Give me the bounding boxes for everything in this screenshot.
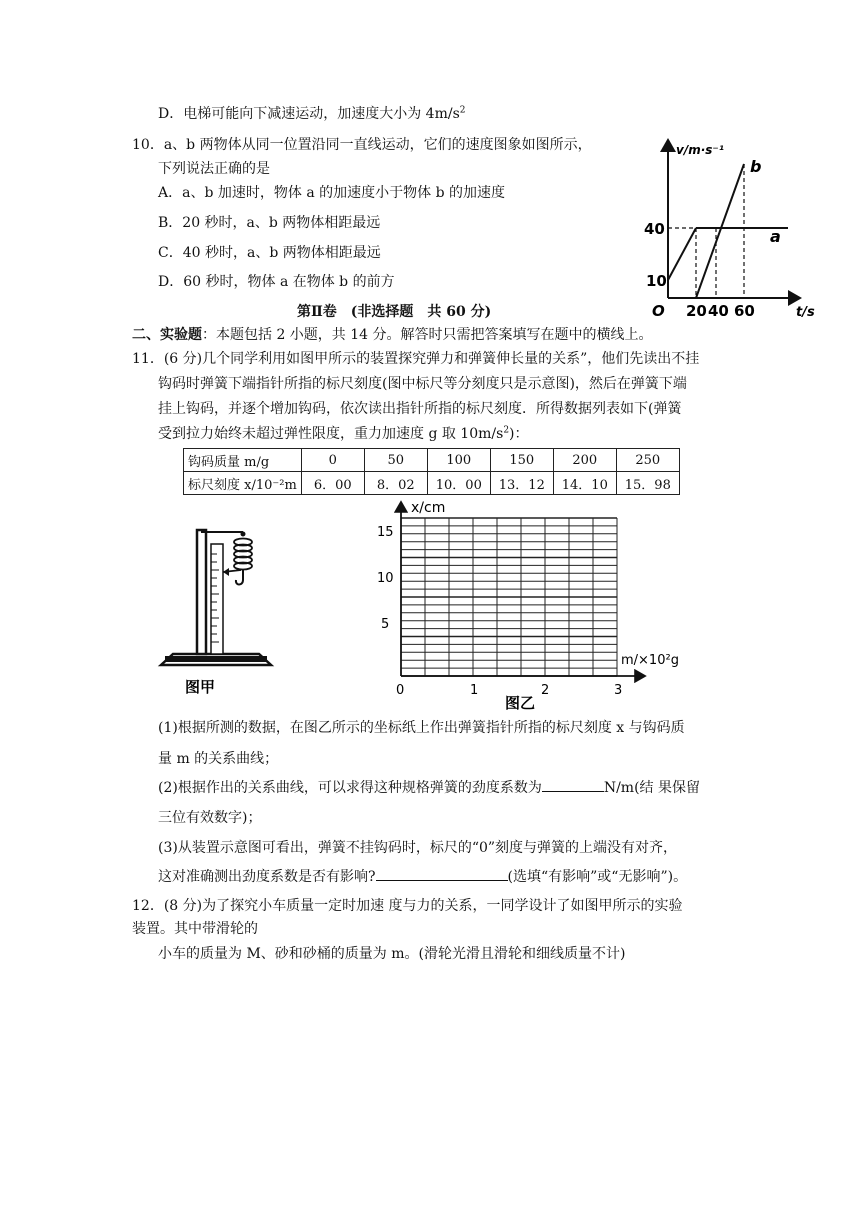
q10-x-tick-40: 40 bbox=[708, 302, 729, 320]
q11-data-table bbox=[183, 448, 680, 495]
table-cell: 14．10 bbox=[553, 472, 616, 495]
q9-option-d bbox=[158, 104, 466, 124]
q11-sub-2-b: 三位有效数字)； bbox=[158, 810, 262, 826]
table-cell: 15．98 bbox=[616, 472, 679, 495]
q11-line-1: 11．(6 分)几个同学利用如图甲所示的装置探究弹力和弹簧伸长量的关系”，他们先读出不挂 bbox=[132, 351, 700, 367]
table-cell: 10．00 bbox=[427, 472, 490, 495]
apparatus-base-bar bbox=[165, 656, 267, 662]
grid-x-tick-1: 1 bbox=[470, 683, 479, 698]
q11-line-4-sup: 2 bbox=[503, 425, 510, 436]
q10-y-axis-label: v/m·s⁻¹ bbox=[676, 143, 724, 157]
grid-lines bbox=[401, 518, 617, 676]
q10-option-d: D．60 秒时，物体 a 在物体 b 的前方 bbox=[158, 274, 395, 290]
table-cell: 50 bbox=[364, 449, 427, 472]
q10-line-a-label: a bbox=[770, 227, 781, 246]
q10-y-tick-40: 40 bbox=[644, 220, 665, 238]
section-heading-rest: ：本题包括 2 小题，共 14 分。解答时只需把答案填写在题中的横线上。 bbox=[202, 327, 653, 343]
table-row bbox=[184, 449, 680, 472]
q11-sub-3-a: (3)从装置示意图可看出，弹簧不挂钩码时，标尺的“0”刻度与弹簧的上端没有对齐， bbox=[158, 840, 678, 856]
q11-sub-3-b-pre: 这对准确测出劲度系数是否有影响? bbox=[158, 869, 376, 885]
q9-option-d-sup: 2 bbox=[459, 105, 466, 116]
q11-line-4-a: 受到拉力始终未超过弹性限度，重力加速度 g 取 10m/s bbox=[158, 426, 504, 442]
q10-y-tick-10: 10 bbox=[646, 272, 667, 290]
q10-line-b-label: b bbox=[750, 157, 762, 176]
q10-stem-1: 10．a、b 两物体从同一位置沿同一直线运动，它们的速度图象如图所示， bbox=[132, 137, 592, 153]
q10-option-c: C．40 秒时，a、b 两物体相距最远 bbox=[158, 245, 381, 261]
table-row bbox=[184, 472, 680, 495]
q11-figure-b-grid bbox=[365, 498, 685, 710]
q10-line-a-rise bbox=[668, 228, 696, 280]
spring-coils bbox=[234, 539, 252, 570]
table-cell: 13．12 bbox=[490, 472, 553, 495]
q10-x-tick-60: 60 bbox=[734, 302, 755, 320]
grid-x-axis-label: m/×10²g bbox=[621, 653, 679, 668]
q10-option-b: B．20 秒时，a、b 两物体相距最远 bbox=[158, 215, 381, 231]
section-heading-bold: 二、实验题 bbox=[132, 327, 202, 343]
grid-y-tick-15: 15 bbox=[377, 525, 394, 540]
q10-velocity-graph bbox=[640, 132, 825, 322]
grid-x-tick-2: 2 bbox=[541, 683, 550, 698]
spring-top-hook bbox=[241, 532, 246, 537]
q12-line-1: 12．(8 分)为了探究小车质量一定时加速 度与力的关系，一同学设计了如图甲所示的实验 bbox=[132, 898, 683, 914]
q11-sub-2-a-post: N/m(结 果保留 bbox=[603, 780, 700, 796]
table-cell: 200 bbox=[553, 449, 616, 472]
grid-x-tick-3: 3 bbox=[614, 683, 623, 698]
q11-sub-1-a: (1)根据所测的数据，在图乙所示的坐标纸上作出弹簧指针所指的标尺刻度 x 与钩码质 bbox=[158, 720, 685, 736]
table-row-header-mass: 钩码质量 m/g bbox=[184, 449, 302, 472]
table-cell: 6．00 bbox=[301, 472, 364, 495]
apparatus-post bbox=[197, 530, 206, 654]
q11-line-4-b: )： bbox=[509, 426, 529, 442]
q11-line-3: 挂上钩码，并逐个增加钩码，依次读出指针所指的标尺刻度．所得数据列表如下(弹簧 bbox=[158, 401, 682, 417]
table-cell: 100 bbox=[427, 449, 490, 472]
q11-sub-2-a-pre: (2)根据作出的关系曲线，可以求得这种规格弹簧的劲度系数为 bbox=[158, 780, 542, 796]
volume-title: 第Ⅱ卷 (非选择题 共 60 分) bbox=[297, 304, 492, 320]
q11-sub-3-b-post: (选填“有影响”或“无影响”)。 bbox=[507, 869, 688, 885]
grid-x-tick-0: 0 bbox=[396, 683, 405, 698]
table-cell: 250 bbox=[616, 449, 679, 472]
grid-y-axis-label: x/cm bbox=[411, 500, 446, 516]
section-heading bbox=[132, 325, 653, 345]
q10-x-tick-20: 20 bbox=[686, 302, 707, 320]
q10-option-a: A．a、b 加速时，物体 a 的加速度小于物体 b 的加速度 bbox=[158, 185, 505, 201]
q11-fig-b-caption: 图乙 bbox=[505, 694, 536, 710]
q10-x-axis-label: t/s bbox=[796, 305, 815, 320]
q10-stem-2: 下列说法正确的是 bbox=[158, 161, 270, 177]
answer-blank-stiffness[interactable] bbox=[542, 777, 604, 792]
q11-line-4 bbox=[158, 424, 529, 444]
q11-sub-2-a bbox=[158, 777, 700, 798]
q12-line-3: 小车的质量为 M、砂和砂桶的质量为 m。(滑轮光滑且滑轮和细线质量不计) bbox=[158, 946, 626, 962]
q11-figure-a-apparatus bbox=[155, 520, 285, 700]
q11-sub-3-b bbox=[158, 866, 687, 887]
table-row-header-scale: 标尺刻度 x/10⁻²m bbox=[184, 472, 302, 495]
q11-sub-1-b: 量 m 的关系曲线； bbox=[158, 751, 279, 767]
spring-bottom-hook bbox=[236, 570, 243, 585]
apparatus-scale bbox=[211, 544, 223, 654]
grid-y-tick-10: 10 bbox=[377, 571, 394, 586]
table-cell: 0 bbox=[301, 449, 364, 472]
q11-line-2: 钩码时弹簧下端指针所指的标尺刻度(图中标尺等分刻度只是示意图)，然后在弹簧下端 bbox=[158, 376, 687, 392]
q9-option-d-text: D．电梯可能向下减速运动，加速度大小为 4m/s bbox=[158, 106, 460, 122]
q12-line-2: 装置。其中带滑轮的 bbox=[132, 921, 258, 937]
grid-y-tick-5: 5 bbox=[381, 617, 390, 632]
q11-fig-a-caption: 图甲 bbox=[185, 678, 216, 696]
table-cell: 8．02 bbox=[364, 472, 427, 495]
answer-blank-influence[interactable] bbox=[376, 866, 508, 881]
table-cell: 150 bbox=[490, 449, 553, 472]
q10-origin-label: O bbox=[652, 302, 665, 320]
q10-line-b bbox=[696, 164, 744, 298]
